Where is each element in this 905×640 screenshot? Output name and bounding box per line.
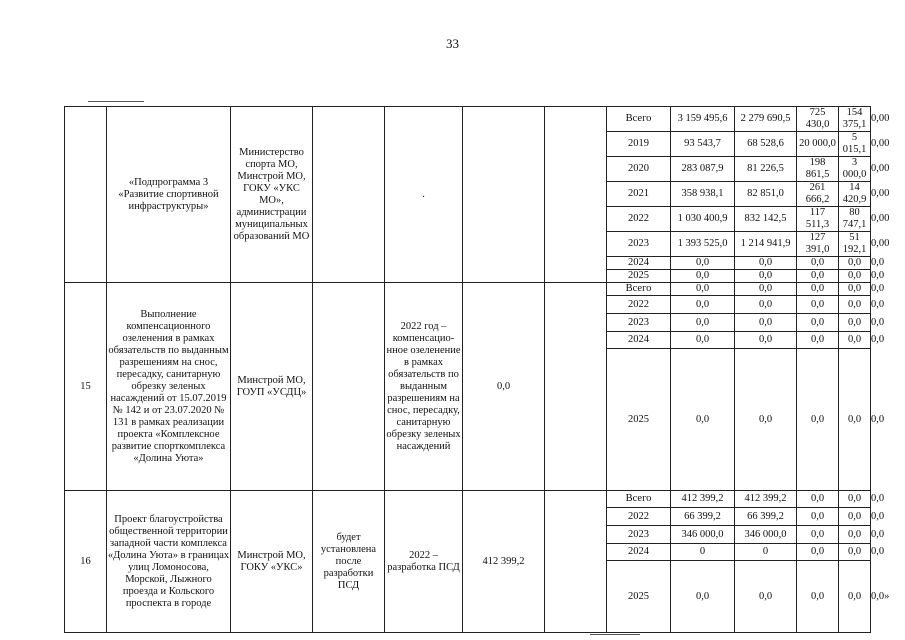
- value-cell: 0,0: [735, 314, 797, 332]
- value-cell: 0,0: [735, 270, 797, 283]
- executor: Министерство спорта МО, Минстрой МО, ГОКУ «УКС МО», администрации муниципальных образований МО: [231, 107, 313, 283]
- cost-cell: 412 399,2: [463, 491, 545, 633]
- table-row: 2025 0,0 0,0 0,0 0,0 0,0: [65, 349, 871, 491]
- spacer-cell: [545, 107, 607, 283]
- table-row: 2025 0,0 0,0 0,0 0,0 0,0»: [65, 561, 871, 633]
- value-cell: 0,0: [671, 314, 735, 332]
- table-row: 2023 1 393 525,0 1 214 941,9 127 391,0 51 192,1 0,00: [65, 232, 871, 257]
- value-cell: 198 861,5: [797, 157, 839, 182]
- value-cell: 5 015,1: [839, 132, 871, 157]
- value-cell: 358 938,1: [671, 182, 735, 207]
- table-row: 2024 0,0 0,0 0,0 0,0 0,0: [65, 332, 871, 349]
- value-cell: 0,0: [671, 283, 735, 296]
- value-cell: 0,0: [797, 332, 839, 349]
- value-cell: 0,0: [839, 296, 871, 314]
- row-number: 15: [65, 283, 107, 491]
- value-cell: 0: [671, 544, 735, 561]
- event-name: Проект благоустройства общественной территории западной части комплекса «Долина Уюта» в границах улиц Ломоносова, Морской, Лыжного проезда и Кольского проспекта в городе: [107, 491, 231, 633]
- value-cell: 0,0: [839, 332, 871, 349]
- value-cell: 1 393 525,0: [671, 232, 735, 257]
- value-cell: 412 399,2: [671, 491, 735, 508]
- value-cell: 0,0: [797, 314, 839, 332]
- year-cell: Всего: [607, 283, 671, 296]
- deadline: [313, 283, 385, 491]
- value-cell: 0,0: [797, 526, 839, 544]
- executor: Минстрой МО, ГОУП «УСДЦ»: [231, 283, 313, 491]
- year-cell: Всего: [607, 491, 671, 508]
- value-cell: 0,0: [797, 508, 839, 526]
- value-cell: 0,0: [839, 544, 871, 561]
- value-cell: 0,0: [839, 270, 871, 283]
- table-row: 2024 0 0 0,0 0,0 0,0: [65, 544, 871, 561]
- value-cell: 346 000,0: [671, 526, 735, 544]
- table-row: 2022 1 030 400,9 832 142,5 117 511,3 80 747,1 0,00: [65, 207, 871, 232]
- value-cell: 20 000,0: [797, 132, 839, 157]
- value-cell: 725 430,0: [797, 107, 839, 132]
- footer-rule: [590, 634, 640, 635]
- value-cell: 412 399,2: [735, 491, 797, 508]
- expected-result: 2022 год – компенсацио-нное озеленение в рамках обязательств по выданным разрешениям на снос, пересадку, санитарную обрезку зеленых насаждений: [385, 283, 463, 491]
- table-row: 15 Выполнение компенсационного озеленения в рамках обязательств по выданным разрешениям на снос, пересадку, санитарную обрезку зеленых насаждений от 15.07.2019 № 142 и от 23.07.2020 № 131 в рамках реализации проекта «Комплексное развитие спорткомплекса «Долина Уюта» Минстрой МО, ГОУП «УСДЦ» 2022 год – компенсацио-нное озеленение в рамках обязательств по выданным разрешениям на снос, пересадку, санитарную обрезку зеленых насаждений 0,0 Всего 0,0 0,0 0,0 0,0 0,0: [65, 283, 871, 296]
- table-row: 2023 0,0 0,0 0,0 0,0 0,0: [65, 314, 871, 332]
- header-rule: [88, 101, 144, 102]
- value-cell: 0,0: [839, 508, 871, 526]
- value-cell: 0,0: [797, 561, 839, 633]
- year-cell: Всего: [607, 107, 671, 132]
- value-cell: 14 420,9: [839, 182, 871, 207]
- year-cell: 2023: [607, 232, 671, 257]
- table-row: 2022 0,0 0,0 0,0 0,0 0,0: [65, 296, 871, 314]
- year-cell: 2022: [607, 508, 671, 526]
- deadline: будет установлена после разработки ПСД: [313, 491, 385, 633]
- value-cell: 80 747,1: [839, 207, 871, 232]
- year-cell: 2024: [607, 257, 671, 270]
- value-cell: 0,0: [797, 257, 839, 270]
- value-cell: 0,0: [671, 270, 735, 283]
- spacer-cell: [545, 283, 607, 491]
- year-cell: 2020: [607, 157, 671, 182]
- year-cell: 2023: [607, 314, 671, 332]
- value-cell: 0,0: [735, 257, 797, 270]
- value-cell: 0,0: [671, 332, 735, 349]
- value-cell: 261 666,2: [797, 182, 839, 207]
- cost-cell: 0,0: [463, 283, 545, 491]
- table-row: 2020 283 087,9 81 226,5 198 861,5 3 000,0 0,00: [65, 157, 871, 182]
- value-cell: 0,0: [839, 561, 871, 633]
- year-cell: 2021: [607, 182, 671, 207]
- year-cell: 2025: [607, 270, 671, 283]
- value-cell: 68 528,6: [735, 132, 797, 157]
- row-number: 16: [65, 491, 107, 633]
- value-cell: 117 511,3: [797, 207, 839, 232]
- value-cell: 0,0: [839, 314, 871, 332]
- value-cell: 0,0: [735, 332, 797, 349]
- page-number: 33: [446, 36, 459, 51]
- spacer-cell: [545, 491, 607, 633]
- value-cell: 0,0: [839, 491, 871, 508]
- value-cell: 51 192,1: [839, 232, 871, 257]
- value-cell: 0,0: [797, 270, 839, 283]
- value-cell: 0,0: [735, 349, 797, 491]
- value-cell: 0,0: [735, 296, 797, 314]
- value-cell: 0,0: [671, 257, 735, 270]
- year-cell: 2025: [607, 349, 671, 491]
- value-cell: 0,0: [671, 561, 735, 633]
- year-cell: 2023: [607, 526, 671, 544]
- value-cell: 346 000,0: [735, 526, 797, 544]
- value-cell: 0,0: [797, 491, 839, 508]
- table-row: 2022 66 399,2 66 399,2 0,0 0,0 0,0: [65, 508, 871, 526]
- value-cell: 0,0: [797, 544, 839, 561]
- row-number: [65, 107, 107, 283]
- value-cell: 81 226,5: [735, 157, 797, 182]
- value-cell: 283 087,9: [671, 157, 735, 182]
- year-cell: 2019: [607, 132, 671, 157]
- year-cell: 2024: [607, 544, 671, 561]
- cost-cell: [463, 107, 545, 283]
- value-cell: 66 399,2: [735, 508, 797, 526]
- value-cell: 127 391,0: [797, 232, 839, 257]
- table-row: 2025 0,0 0,0 0,0 0,0 0,0: [65, 270, 871, 283]
- value-cell: 0,0: [839, 526, 871, 544]
- value-cell: 82 851,0: [735, 182, 797, 207]
- value-cell: 0,0: [735, 283, 797, 296]
- program-table: [64, 106, 890, 633]
- year-cell: 2022: [607, 207, 671, 232]
- value-cell: 0,0: [671, 349, 735, 491]
- table-row: 2024 0,0 0,0 0,0 0,0 0,0: [65, 257, 871, 270]
- year-cell: 2025: [607, 561, 671, 633]
- value-cell: 3 000,0: [839, 157, 871, 182]
- value-cell: 93 543,7: [671, 132, 735, 157]
- value-cell: 0,0: [797, 296, 839, 314]
- value-cell: 0,0: [735, 561, 797, 633]
- value-cell: 2 279 690,5: [735, 107, 797, 132]
- table-row: 16 Проект благоустройства общественной территории западной части комплекса «Долина Уюта» в границах улиц Ломоносова, Морской, Лыжного проезда и Кольского проспекта в городе Минстрой МО, ГОКУ «УКС» будет установлена после разработки ПСД 2022 – разработка ПСД 412 399,2 Всего 412 399,2 412 399,2 0,0 0,0 0,0: [65, 491, 871, 508]
- table-row: «Подпрограмма 3 «Развитие спортивной инфраструктуры» Министерство спорта МО, Минстрой МО, ГОКУ «УКС МО», администрации муниципальных образований МО . Всего 3 159 495,6 2 279 690,5 725 430,0 154 375,1 0,00: [65, 107, 871, 132]
- value-cell: 1 030 400,9: [671, 207, 735, 232]
- expected-result: .: [385, 107, 463, 283]
- value-cell: 0,0: [839, 283, 871, 296]
- value-cell: 0,0: [797, 283, 839, 296]
- value-cell: 0,0: [797, 349, 839, 491]
- value-cell: 0: [735, 544, 797, 561]
- value-cell: 0,0: [839, 349, 871, 491]
- expected-result: 2022 – разработка ПСД: [385, 491, 463, 633]
- event-name: «Подпрограмма 3 «Развитие спортивной инфраструктуры»: [107, 107, 231, 283]
- table-row: 2023 346 000,0 346 000,0 0,0 0,0 0,0: [65, 526, 871, 544]
- table-row: 2021 358 938,1 82 851,0 261 666,2 14 420,9 0,00: [65, 182, 871, 207]
- deadline: [313, 107, 385, 283]
- year-cell: 2022: [607, 296, 671, 314]
- value-cell: 3 159 495,6: [671, 107, 735, 132]
- value-cell: 154 375,1: [839, 107, 871, 132]
- value-cell: 0,0: [671, 296, 735, 314]
- value-cell: 1 214 941,9: [735, 232, 797, 257]
- value-cell: 832 142,5: [735, 207, 797, 232]
- value-cell: 0,0: [839, 257, 871, 270]
- executor: Минстрой МО, ГОКУ «УКС»: [231, 491, 313, 633]
- event-name: Выполнение компенсационного озеленения в рамках обязательств по выданным разрешениям на снос, пересадку, санитарную обрезку зеленых насаждений от 15.07.2019 № 142 и от 23.07.2020 № 131 в рамках реализации проекта «Комплексное развитие спорткомплекса «Долина Уюта»: [107, 283, 231, 491]
- year-cell: 2024: [607, 332, 671, 349]
- table-row: 2019 93 543,7 68 528,6 20 000,0 5 015,1 0,00: [65, 132, 871, 157]
- value-cell: 66 399,2: [671, 508, 735, 526]
